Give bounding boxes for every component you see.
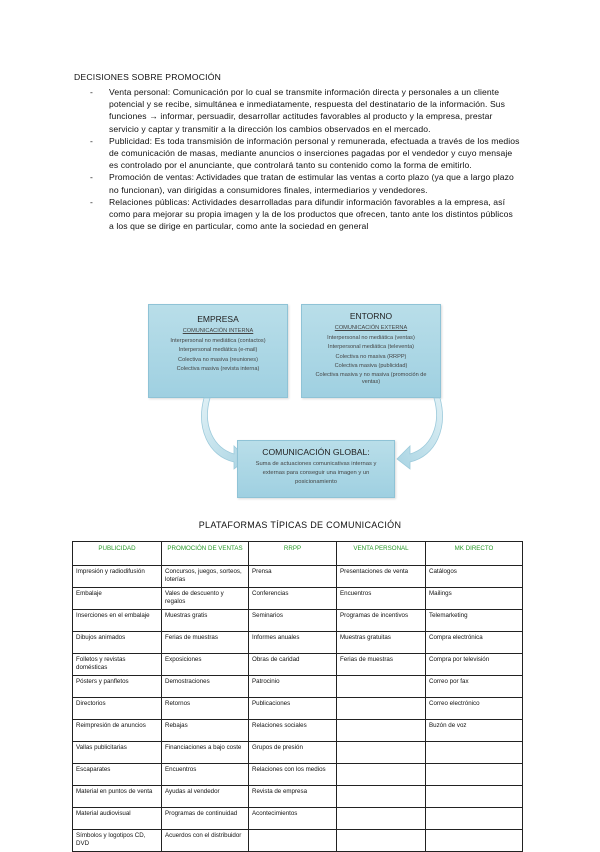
header-promocion-ventas: PROMOCIÓN DE VENTAS bbox=[162, 542, 249, 566]
table-row bbox=[73, 830, 523, 852]
table-cell: Inserciones en el embalaje bbox=[73, 610, 162, 632]
empresa-line: Colectiva no masiva (reuniones) bbox=[178, 356, 258, 363]
table-cell: Muestras gratuitas bbox=[337, 632, 426, 654]
table-cell: Telemarketing bbox=[426, 610, 523, 632]
table-cell bbox=[337, 830, 426, 852]
bullet-publicidad: - Publicidad: Es toda transmisión de información personal y remunerada, efectuada a través de los medios de comunicación de masas, mediante anuncios o inserciones pagadas por el vendedor y cuyo mensaje es controlado por el anunciante, que controlará tanto su contenido como la forma de emitirlo. bbox=[90, 135, 520, 172]
right-curved-arrow-icon bbox=[396, 396, 444, 470]
table-row bbox=[73, 676, 523, 698]
table-cell: Grupos de presión bbox=[249, 742, 337, 764]
table-cell: Encuentros bbox=[162, 764, 249, 786]
table-row bbox=[73, 742, 523, 764]
table-cell bbox=[426, 830, 523, 852]
promotion-bullet-list bbox=[90, 86, 520, 232]
platforms-table bbox=[72, 541, 523, 852]
table-cell: Compra electrónica bbox=[426, 632, 523, 654]
table-cell: Obras de caridad bbox=[249, 654, 337, 676]
table-cell: Ferias de muestras bbox=[337, 654, 426, 676]
table-cell: Directorios bbox=[73, 698, 162, 720]
table-cell: Presentaciones de venta bbox=[337, 566, 426, 588]
table-cell: Concursos, juegos, sorteos, loterías bbox=[162, 566, 249, 588]
empresa-line: Colectiva masiva (revista interna) bbox=[176, 366, 260, 373]
table-cell: Compra por televisión bbox=[426, 654, 523, 676]
table-row bbox=[73, 720, 523, 742]
empresa-box bbox=[148, 304, 288, 398]
table-title: PLATAFORMAS TÍPICAS DE COMUNICACIÓN bbox=[198, 520, 402, 530]
table-cell bbox=[426, 764, 523, 786]
table-cell: Folletos y revistas domésticas bbox=[73, 654, 162, 676]
table-cell: Material audiovisual bbox=[73, 808, 162, 830]
table-row bbox=[73, 764, 523, 786]
header-publicidad: PUBLICIDAD bbox=[73, 542, 162, 566]
table-row bbox=[73, 632, 523, 654]
table-cell: Embalaje bbox=[73, 588, 162, 610]
table-cell bbox=[337, 808, 426, 830]
table-body bbox=[73, 566, 523, 852]
table-row bbox=[73, 610, 523, 632]
entorno-line: Colectiva masiva y no masiva (promoción de ventas) bbox=[315, 371, 427, 386]
bullet-relaciones-publicas: - Relaciones públicas: Actividades desarrolladas para difundir información favorables a la empresa, así como para mejorar su propia imagen y la de los productos que ofrecen, tanto ante los distintos públicos a los que se dirige en particular, como ante la sociedad en general bbox=[90, 196, 520, 233]
entorno-line: Colectiva no masiva (RRPP) bbox=[335, 353, 407, 360]
table-cell bbox=[337, 786, 426, 808]
empresa-title: EMPRESA bbox=[197, 314, 239, 324]
table-cell: Publicaciones bbox=[249, 698, 337, 720]
entorno-line: Interpersonal mediática (televenta) bbox=[327, 344, 415, 351]
communication-diagram bbox=[148, 304, 448, 500]
table-row bbox=[73, 698, 523, 720]
table-cell: Ferias de muestras bbox=[162, 632, 249, 654]
table-cell: Acontecimientos bbox=[249, 808, 337, 830]
table-cell: Encuentros bbox=[337, 588, 426, 610]
table-row bbox=[73, 808, 523, 830]
table-row bbox=[73, 566, 523, 588]
table-cell bbox=[337, 742, 426, 764]
table-cell: Programas de incentivos bbox=[337, 610, 426, 632]
entorno-line: Colectiva masiva (publicidad) bbox=[334, 363, 408, 370]
table-cell bbox=[249, 830, 337, 852]
table-cell: Correo electrónico bbox=[426, 698, 523, 720]
bullet-venta-personal: - Venta personal: Comunicación por lo cual se transmite información directa y personales a un cliente potencial y se recibe, simultánea e inmediatamente, respuesta del destinatario de la información. Sus funciones → informar, persuadir, desarrollar actitudes favorables al producto y la empresa, prestar servicio y captar y transmitir a la dirección los cambios observados en el mercado. bbox=[90, 86, 520, 135]
table-row bbox=[73, 786, 523, 808]
table-cell bbox=[426, 786, 523, 808]
table-cell: Conferencias bbox=[249, 588, 337, 610]
table-cell: Ayudas al vendedor bbox=[162, 786, 249, 808]
table-cell: Patrocinio bbox=[249, 676, 337, 698]
table-cell bbox=[426, 742, 523, 764]
table-cell: Impresión y radiodifusión bbox=[73, 566, 162, 588]
table-cell: Material en puntos de venta bbox=[73, 786, 162, 808]
entorno-title: ENTORNO bbox=[349, 311, 393, 321]
table-cell: Vales de descuento y regalos bbox=[162, 588, 249, 610]
table-cell bbox=[337, 698, 426, 720]
table-cell: Vallas publicitarias bbox=[73, 742, 162, 764]
empresa-line: Interpersonal no mediática (contactos) bbox=[170, 337, 266, 344]
entorno-line: Interpersonal no mediática (ventas) bbox=[327, 334, 415, 341]
table-cell: Financiaciones a bajo coste bbox=[162, 742, 249, 764]
global-description: Suma de actuaciones comunicativas internas y externas para conseguir una imagen y un posicionamiento bbox=[255, 461, 377, 485]
table-cell: Revista de empresa bbox=[249, 786, 337, 808]
header-venta-personal: VENTA PERSONAL bbox=[337, 542, 426, 566]
empresa-subtitle: COMUNICACIÓN INTERNA bbox=[182, 328, 254, 334]
global-title: COMUNICACIÓN GLOBAL: bbox=[262, 447, 370, 457]
header-rrpp: RRPP bbox=[249, 542, 337, 566]
table-cell: Buzón de voz bbox=[426, 720, 523, 742]
table-cell: Muestras gratis bbox=[162, 610, 249, 632]
table-cell: Informes anuales bbox=[249, 632, 337, 654]
entorno-subtitle: COMUNICACIÓN EXTERNA bbox=[334, 325, 408, 331]
table-cell: Correo por fax bbox=[426, 676, 523, 698]
table-cell: Relaciones sociales bbox=[249, 720, 337, 742]
table-cell: Seminarios bbox=[249, 610, 337, 632]
table-cell: Exposiciones bbox=[162, 654, 249, 676]
table-cell: Catálogos bbox=[426, 566, 523, 588]
table-cell bbox=[337, 720, 426, 742]
table-cell: Programas de continuidad bbox=[162, 808, 249, 830]
table-cell: Retornos bbox=[162, 698, 249, 720]
global-box bbox=[237, 440, 395, 498]
header-mk-directo: MK DIRECTO bbox=[426, 542, 523, 566]
table-cell: Dibujos animados bbox=[73, 632, 162, 654]
table-cell: Acuerdos con el distribuidor bbox=[162, 830, 249, 852]
table-header-row bbox=[73, 542, 523, 566]
table-cell: Pósters y panfletos bbox=[73, 676, 162, 698]
table-cell: Prensa bbox=[249, 566, 337, 588]
table-cell: Demostraciones bbox=[162, 676, 249, 698]
table-cell: Símbolos y logotipos CD, DVD bbox=[73, 830, 162, 852]
section-heading: DECISIONES SOBRE PROMOCIÓN bbox=[74, 72, 222, 82]
table-row bbox=[73, 654, 523, 676]
bullet-promocion-ventas: - Promoción de ventas: Actividades que tratan de estimular las ventas a corto plazo (ya que a largo plazo no funcionan), van dirigidas a consumidores finales, intermediarios y vendedores. bbox=[90, 171, 520, 195]
table-cell bbox=[337, 676, 426, 698]
table-cell: Reimpresión de anuncios bbox=[73, 720, 162, 742]
entorno-box bbox=[301, 304, 441, 398]
table-cell: Mailings bbox=[426, 588, 523, 610]
table-cell: Rebajas bbox=[162, 720, 249, 742]
table-row bbox=[73, 588, 523, 610]
table-cell bbox=[426, 808, 523, 830]
table-cell bbox=[337, 764, 426, 786]
empresa-line: Interpersonal mediática (e-mail) bbox=[178, 347, 258, 354]
table-cell: Escaparates bbox=[73, 764, 162, 786]
table-cell: Relaciones con los medios bbox=[249, 764, 337, 786]
